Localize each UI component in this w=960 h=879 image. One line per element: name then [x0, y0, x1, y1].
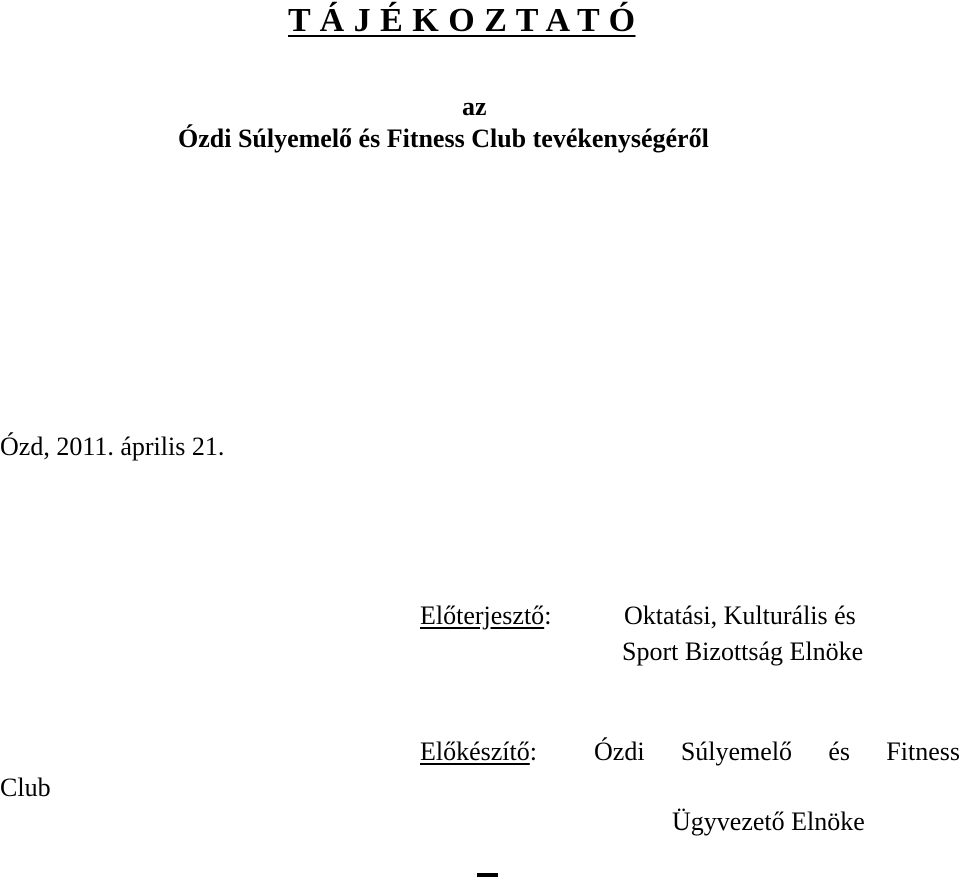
preparer-label-text: Előkészítő [420, 737, 530, 766]
presenter-value-line-2: Sport Bizottság Elnöke [622, 637, 864, 666]
document-title: T Á J É K O Z T A T Ó [288, 2, 636, 39]
preparer-label [420, 737, 537, 767]
place-and-date: Ózd, 2011. április 21. [0, 432, 225, 461]
preparer-value-line-1 [594, 737, 960, 767]
presenter-label [420, 601, 551, 631]
page-break-mark [477, 873, 498, 877]
presenter-label-colon: : [544, 601, 552, 630]
preparer-word: Súlyemelő [680, 737, 793, 766]
preparer-value-continuation: Club [0, 773, 51, 802]
document-subtitle: Ózdi Súlyemelő és Fitness Club tevékenységéről [178, 124, 709, 153]
preparer-word: Fitness [886, 737, 960, 766]
presenter-label-text: Előterjesztő [420, 601, 545, 630]
preparer-label-colon: : [529, 737, 537, 766]
subtitle-prefix: az [462, 92, 487, 121]
preparer-word: Ózdi [594, 737, 645, 766]
presenter-value-line-1: Oktatási, Kulturális és [624, 601, 856, 630]
preparer-word: és [828, 737, 850, 766]
preparer-value-line-2: Ügyvezető Elnöke [672, 807, 865, 836]
